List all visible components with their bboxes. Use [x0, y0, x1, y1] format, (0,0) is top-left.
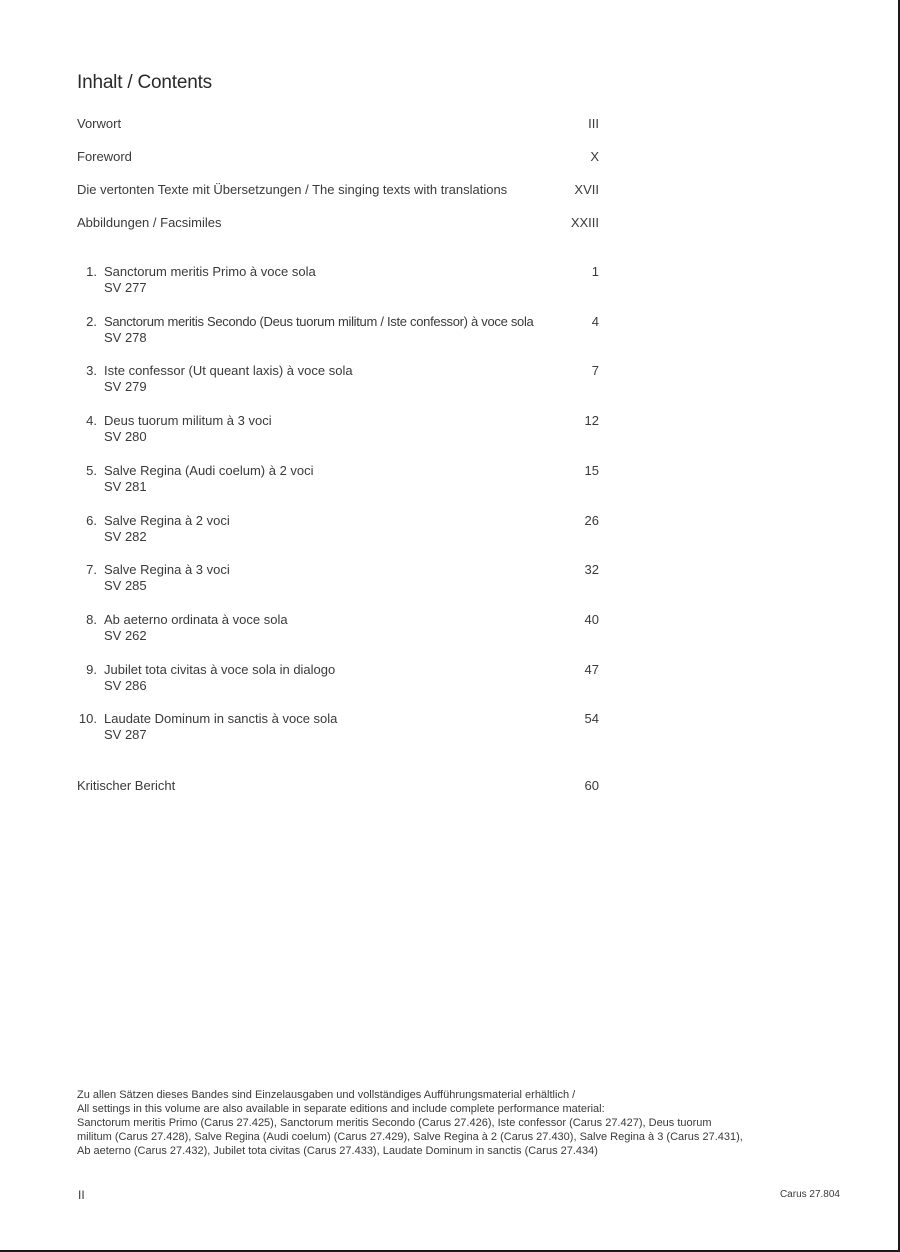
work-title: Jubilet tota civitas à voce sola in dialogo: [104, 662, 336, 677]
work-page: 4: [591, 314, 599, 329]
footnote-line: All settings in this volume are also available in separate editions and include complete performance material:: [77, 1103, 605, 1115]
work-page: 12: [584, 413, 599, 428]
toc-entry-page: XVII: [574, 182, 599, 197]
work-title: Sanctorum meritis Primo à voce sola: [104, 264, 316, 279]
work-page: 15: [584, 463, 599, 478]
work-title: Salve Regina (Audi coelum) à 2 voci: [104, 463, 314, 478]
toc-entry-label: Die vertonten Texte mit Übersetzungen / The singing texts with translations: [77, 182, 508, 197]
page-title: Inhalt / Contents: [77, 72, 212, 93]
work-catalog-number: SV 279: [104, 379, 147, 394]
work-title: Salve Regina à 3 voci: [104, 562, 230, 577]
work-page: 32: [584, 562, 599, 577]
footnote-line: Ab aeterno (Carus 27.432), Jubilet tota civitas (Carus 27.433), Laudate Dominum in sanctis (Carus 27.434): [77, 1145, 598, 1157]
work-number: 9.: [86, 662, 97, 677]
work-page: 1: [591, 264, 599, 279]
work-catalog-number: SV 281: [104, 479, 147, 494]
catalog-number: Carus 27.804: [779, 1189, 840, 1200]
work-catalog-number: SV 280: [104, 429, 147, 444]
work-catalog-number: SV 262: [104, 628, 147, 643]
work-catalog-number: SV 282: [104, 529, 147, 544]
work-title: Ab aeterno ordinata à voce sola: [104, 612, 288, 627]
toc-entry-label: Vorwort: [77, 116, 122, 131]
work-title: Sanctorum meritis Secondo (Deus tuorum militum / Iste confessor) à voce sola: [104, 314, 534, 329]
footnote-line: militum (Carus 27.428), Salve Regina (Audi coelum) (Carus 27.429), Salve Regina à 2 (Carus 27.430), Salve Regina à 3 (Carus 27.431),: [77, 1131, 743, 1143]
availability-footnote: [77, 1088, 817, 1158]
work-number: 4.: [86, 413, 97, 428]
toc-entry-page: XXIII: [570, 215, 599, 230]
work-title: Iste confessor (Ut queant laxis) à voce sola: [104, 363, 353, 378]
toc-entry-page: 60: [584, 778, 599, 793]
toc-entry-label: Foreword: [77, 149, 132, 164]
work-number: 10.: [78, 711, 97, 726]
toc-entry-page: III: [588, 116, 599, 131]
footnote-line: Zu allen Sätzen dieses Bandes sind Einzelausgaben und vollständiges Aufführungsmaterial erhältlich /: [77, 1089, 576, 1101]
work-page: 47: [584, 662, 599, 677]
work-number: 3.: [86, 363, 97, 378]
work-title: Salve Regina à 2 voci: [104, 513, 230, 528]
work-catalog-number: SV 286: [104, 678, 147, 693]
toc-entry-label: Abbildungen / Facsimiles: [77, 215, 222, 230]
work-page: 7: [591, 363, 599, 378]
work-page: 40: [584, 612, 599, 627]
work-page: 26: [584, 513, 599, 528]
work-number: 6.: [86, 513, 97, 528]
footnote-line: Sanctorum meritis Primo (Carus 27.425), Sanctorum meritis Secondo (Carus 27.426), Iste confessor (Carus 27.427), Deus tuorum: [77, 1117, 712, 1129]
work-number: 1.: [86, 264, 97, 279]
work-title: Laudate Dominum in sanctis à voce sola: [104, 711, 338, 726]
toc-entry-label: Kritischer Bericht: [77, 778, 176, 793]
work-number: 2.: [86, 314, 97, 329]
work-catalog-number: SV 277: [104, 280, 147, 295]
work-number: 8.: [86, 612, 97, 627]
work-page: 54: [584, 711, 599, 726]
work-catalog-number: SV 285: [104, 578, 147, 593]
work-number: 7.: [86, 562, 97, 577]
page-number: II: [78, 1188, 85, 1202]
work-catalog-number: SV 278: [104, 330, 147, 345]
work-number: 5.: [86, 463, 97, 478]
toc-entry-page: X: [590, 149, 599, 164]
work-title: Deus tuorum militum à 3 voci: [104, 413, 272, 428]
work-catalog-number: SV 287: [104, 727, 147, 742]
